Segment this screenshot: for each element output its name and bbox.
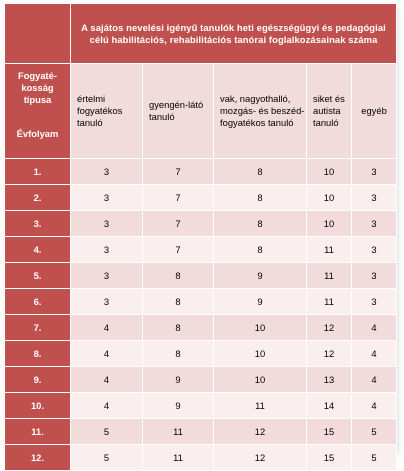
value-cell: 3: [352, 289, 397, 315]
value-cell: 4: [352, 393, 397, 419]
table-row: [5, 341, 397, 367]
table-row: [5, 159, 397, 185]
value-cell: 11: [143, 445, 214, 471]
table-row: [5, 237, 397, 263]
value-cell: 10: [307, 185, 352, 211]
grade-cell: 8.: [5, 341, 71, 367]
row-header-cell: [5, 64, 71, 159]
value-cell: 14: [307, 393, 352, 419]
value-cell: 3: [71, 289, 143, 315]
value-cell: 9: [143, 393, 214, 419]
value-cell: 8: [143, 289, 214, 315]
column-header-blind-hearing-motor-speech: vak, nagyothalló, mozgás- és beszéd-fogyatékos tanuló: [214, 64, 307, 159]
grade-cell: 4.: [5, 237, 71, 263]
grade-cell: 3.: [5, 211, 71, 237]
value-cell: 10: [214, 341, 307, 367]
column-header-row: [5, 64, 397, 159]
value-cell: 12: [214, 419, 307, 445]
value-cell: 7: [143, 237, 214, 263]
value-cell: 12: [307, 315, 352, 341]
grade-cell: 12.: [5, 445, 71, 471]
column-header-deaf-autistic: siket és autista tanuló: [307, 64, 352, 159]
value-cell: 9: [214, 263, 307, 289]
value-cell: 5: [71, 445, 143, 471]
table-row: [5, 263, 397, 289]
value-cell: 4: [352, 341, 397, 367]
value-cell: 9: [214, 289, 307, 315]
table-row: [5, 393, 397, 419]
value-cell: 4: [352, 315, 397, 341]
column-header-intellectual: értelmi fogyatékos tanuló: [71, 64, 143, 159]
value-cell: 8: [143, 341, 214, 367]
value-cell: 4: [352, 367, 397, 393]
value-cell: 3: [71, 211, 143, 237]
value-cell: 3: [352, 185, 397, 211]
title-row: [5, 4, 397, 64]
grade-cell: 11.: [5, 419, 71, 445]
value-cell: 3: [352, 263, 397, 289]
value-cell: 10: [214, 367, 307, 393]
value-cell: 3: [71, 159, 143, 185]
value-cell: 15: [307, 419, 352, 445]
table-title: A sajátos nevelési igényű tanulók heti egészségügyi és pedagógiai célú habilitációs, rehabilitációs tanórai foglalkozásainak száma: [71, 4, 397, 64]
value-cell: 11: [143, 419, 214, 445]
table-row: [5, 289, 397, 315]
value-cell: 13: [307, 367, 352, 393]
value-cell: 4: [71, 367, 143, 393]
value-cell: 10: [214, 315, 307, 341]
value-cell: 5: [71, 419, 143, 445]
grade-cell: 1.: [5, 159, 71, 185]
value-cell: 8: [214, 211, 307, 237]
value-cell: 11: [307, 263, 352, 289]
value-cell: 3: [71, 263, 143, 289]
value-cell: 3: [352, 159, 397, 185]
value-cell: 7: [143, 159, 214, 185]
value-cell: 12: [214, 445, 307, 471]
table-row: [5, 185, 397, 211]
grade-label: Évfolyam: [16, 128, 59, 139]
weekly-sessions-table: [4, 3, 397, 471]
value-cell: 8: [143, 315, 214, 341]
value-cell: 10: [307, 211, 352, 237]
value-cell: 4: [71, 315, 143, 341]
value-cell: 8: [214, 237, 307, 263]
table-row: [5, 419, 397, 445]
table-row: [5, 367, 397, 393]
column-header-other: egyéb: [352, 64, 397, 159]
value-cell: 8: [214, 159, 307, 185]
value-cell: 4: [71, 341, 143, 367]
disability-type-label: Fogyaté-kosság típusa: [17, 70, 58, 105]
value-cell: 5: [352, 445, 397, 471]
value-cell: 7: [143, 211, 214, 237]
grade-cell: 7.: [5, 315, 71, 341]
value-cell: 7: [143, 185, 214, 211]
table-row: [5, 211, 397, 237]
value-cell: 5: [352, 419, 397, 445]
value-cell: 15: [307, 445, 352, 471]
value-cell: 11: [307, 237, 352, 263]
value-cell: 3: [352, 211, 397, 237]
grade-cell: 9.: [5, 367, 71, 393]
grade-cell: 10.: [5, 393, 71, 419]
corner-cell: [5, 4, 71, 64]
value-cell: 4: [71, 393, 143, 419]
table-row: [5, 315, 397, 341]
value-cell: 8: [143, 263, 214, 289]
value-cell: 10: [307, 159, 352, 185]
grade-cell: 5.: [5, 263, 71, 289]
value-cell: 3: [352, 237, 397, 263]
column-header-low-vision: gyengén-látó tanuló: [143, 64, 214, 159]
value-cell: 8: [214, 185, 307, 211]
grade-cell: 6.: [5, 289, 71, 315]
grade-cell: 2.: [5, 185, 71, 211]
value-cell: 11: [307, 289, 352, 315]
value-cell: 3: [71, 237, 143, 263]
table-row: [5, 445, 397, 471]
value-cell: 11: [214, 393, 307, 419]
value-cell: 12: [307, 341, 352, 367]
value-cell: 9: [143, 367, 214, 393]
value-cell: 3: [71, 185, 143, 211]
